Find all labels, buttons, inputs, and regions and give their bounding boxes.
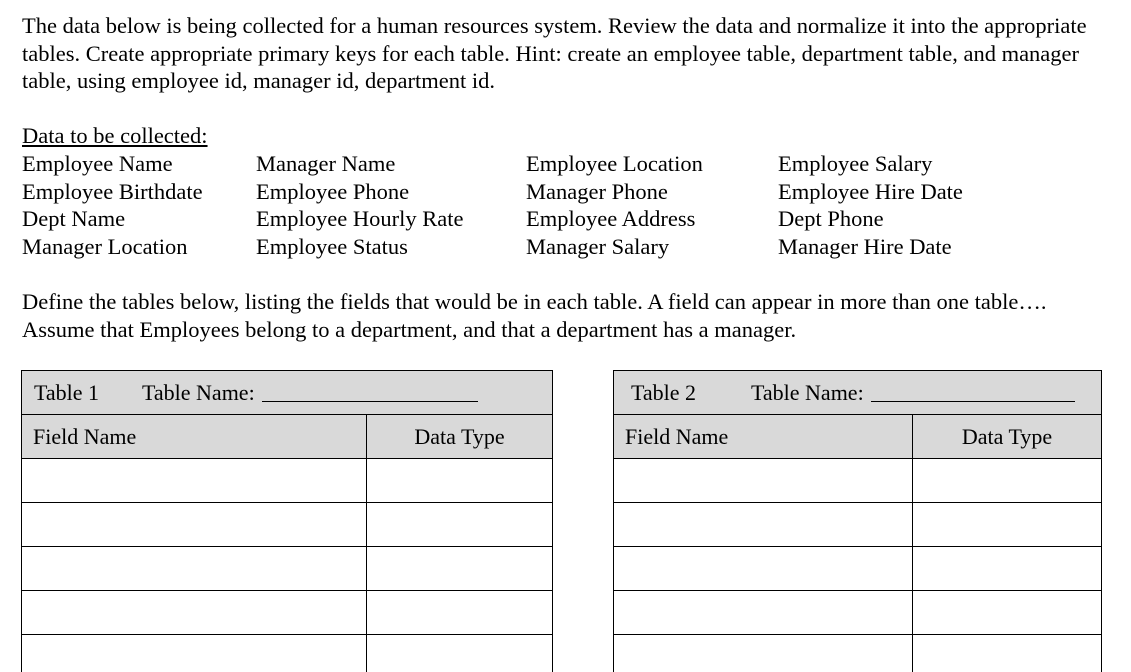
field-item: Employee Status bbox=[256, 233, 408, 259]
field-name-cell[interactable] bbox=[22, 459, 367, 503]
table-row bbox=[614, 459, 1102, 503]
table-2-name-input[interactable] bbox=[871, 375, 1075, 402]
data-type-cell[interactable] bbox=[913, 547, 1102, 591]
field-name-cell[interactable] bbox=[22, 547, 367, 591]
field-item: Dept Phone bbox=[778, 206, 884, 231]
field-list-column-1 bbox=[22, 150, 203, 260]
table-2-label: Table 2 bbox=[631, 379, 697, 405]
table-2-name-label: Table Name: bbox=[751, 379, 864, 405]
table-row bbox=[22, 503, 553, 547]
table-row bbox=[22, 547, 553, 591]
table-row bbox=[614, 503, 1102, 547]
data-type-cell[interactable] bbox=[913, 503, 1102, 547]
field-item: Employee Location bbox=[526, 151, 703, 176]
data-type-header: Data Type bbox=[367, 415, 553, 459]
field-item: Employee Hourly Rate bbox=[256, 206, 464, 231]
field-name-cell[interactable] bbox=[614, 503, 913, 547]
field-item: Employee Name bbox=[22, 151, 173, 176]
field-item: Employee Salary bbox=[778, 151, 933, 176]
field-name-cell[interactable] bbox=[614, 635, 913, 672]
field-item: Employee Phone bbox=[256, 178, 410, 204]
field-name-cell[interactable] bbox=[614, 459, 913, 503]
table-2-title-row bbox=[614, 371, 1102, 415]
field-item: Manager Hire Date bbox=[778, 233, 952, 259]
data-type-cell[interactable] bbox=[913, 459, 1102, 503]
data-type-cell[interactable] bbox=[367, 591, 553, 635]
field-name-cell[interactable] bbox=[614, 591, 913, 635]
table-row bbox=[614, 635, 1102, 672]
table-row bbox=[614, 591, 1102, 635]
field-name-header: Field Name bbox=[22, 415, 367, 459]
field-item: Employee Hire Date bbox=[778, 178, 963, 204]
table-1-label: Table 1 bbox=[34, 379, 100, 405]
data-type-cell[interactable] bbox=[913, 591, 1102, 635]
data-type-cell[interactable] bbox=[367, 459, 553, 503]
table-row bbox=[22, 635, 553, 672]
field-item: Manager Name bbox=[256, 151, 396, 176]
table-1-header-row bbox=[22, 415, 553, 459]
table-row bbox=[614, 547, 1102, 591]
table-1-form bbox=[21, 370, 553, 672]
field-name-cell[interactable] bbox=[614, 547, 913, 591]
table-1-title-row bbox=[22, 371, 553, 415]
field-item: Employee Birthdate bbox=[22, 178, 203, 204]
define-tables-paragraph: Define the tables below, listing the fields that would be in each table. A field can appear in more than one table…. Assume that Employees belong to a department, and that a department has a manager. bbox=[22, 289, 1047, 342]
field-item: Manager Location bbox=[22, 233, 188, 259]
table-row bbox=[22, 591, 553, 635]
data-type-cell[interactable] bbox=[367, 635, 553, 672]
data-type-cell[interactable] bbox=[367, 547, 553, 591]
field-list-column-3 bbox=[526, 150, 703, 260]
field-name-cell[interactable] bbox=[22, 635, 367, 672]
field-list-column-2 bbox=[256, 150, 463, 260]
data-collected-heading: Data to be collected: bbox=[22, 123, 208, 148]
table-1-name-label: Table Name: bbox=[142, 379, 255, 405]
data-type-cell[interactable] bbox=[367, 503, 553, 547]
table-2-header-row bbox=[614, 415, 1102, 459]
field-list-column-4 bbox=[778, 150, 963, 260]
field-name-cell[interactable] bbox=[22, 503, 367, 547]
field-item: Manager Phone bbox=[526, 178, 668, 204]
field-name-cell[interactable] bbox=[22, 591, 367, 635]
data-type-cell[interactable] bbox=[913, 635, 1102, 672]
field-item: Dept Name bbox=[22, 206, 126, 231]
table-1-name-input[interactable] bbox=[262, 375, 478, 402]
field-item: Manager Salary bbox=[526, 233, 670, 259]
field-item: Employee Address bbox=[526, 206, 696, 231]
table-2-form bbox=[613, 370, 1102, 672]
data-type-header: Data Type bbox=[913, 415, 1102, 459]
intro-paragraph: The data below is being collected for a human resources system. Review the data and normalize it into the appropriate tables. Create appropriate primary keys for each table. Hint: create an employee table, department table, and manager table, using employee id, manager id, department id. bbox=[22, 13, 1087, 93]
field-name-header: Field Name bbox=[614, 415, 913, 459]
table-row bbox=[22, 459, 553, 503]
